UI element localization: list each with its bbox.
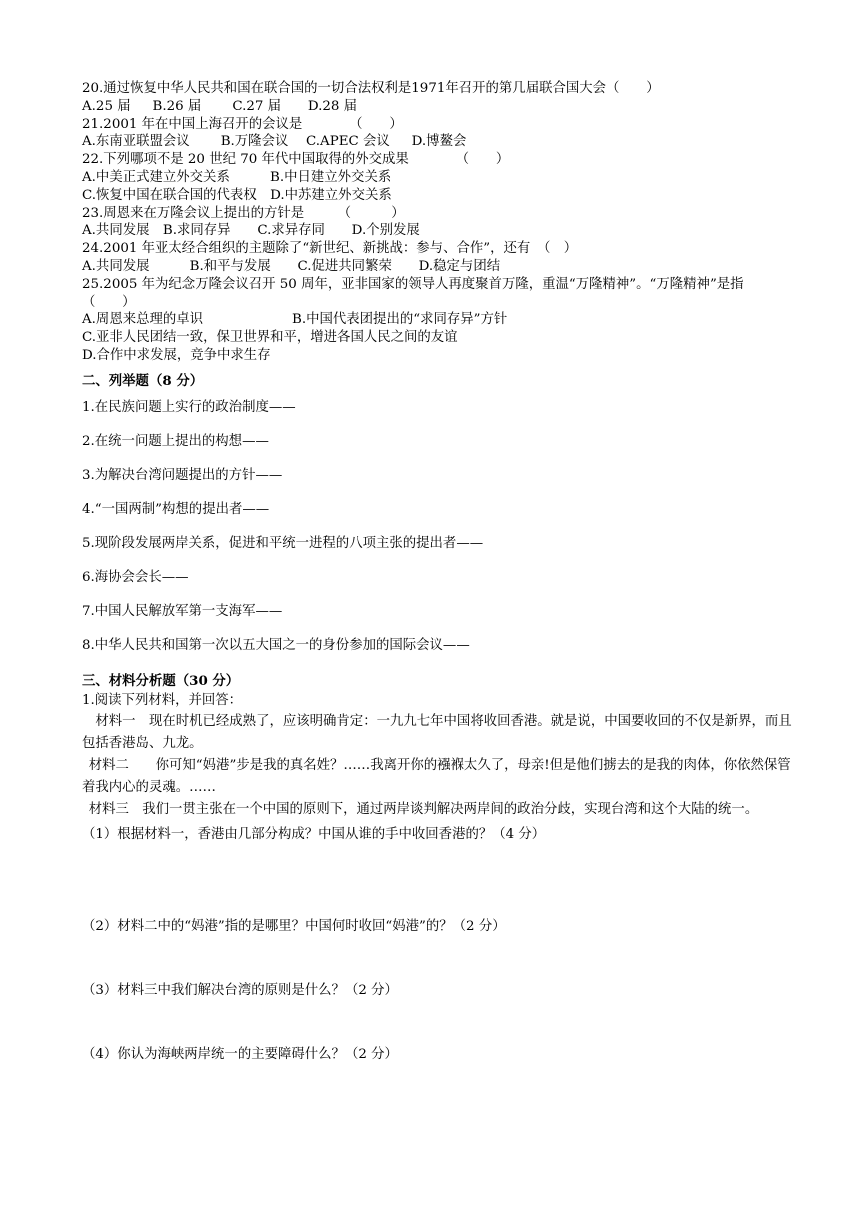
list-item-7: 7.中国人民解放军第一支海军——	[82, 603, 283, 619]
list-item-6: 6.海协会会长——	[82, 569, 189, 585]
list-item-3: 3.为解决台湾问题提出的方针——	[82, 467, 283, 483]
question-20-options: A.25 届 B.26 届 C.27 届 D.28 届	[82, 98, 358, 114]
list-item-2: 2.在统一问题上提出的构想——	[82, 433, 269, 449]
question-24-options: A.共同发展 B.和平与发展 C.促进共同繁荣 D.稳定与团结	[82, 258, 501, 274]
question-25-option-a: A.周恩来总理的卓识	[82, 312, 204, 328]
multiple-choice-block	[82, 80, 802, 365]
section-3-intro: 1.阅读下列材料，并回答：	[82, 692, 243, 708]
section-2-title: 二、列举题（8 分）	[82, 372, 204, 389]
question-25-option-d: D.合作中求发展，竞争中求生存	[82, 347, 271, 363]
question-22-stem: 22.下列哪项不是 20 世纪 70 年代中国取得的外交成果 （ ）	[82, 152, 510, 168]
question-25-stem: 25.2005 年为纪念万隆会议召开 50 周年，亚非国家的领导人再度聚首万隆，重温“万隆精神”。“万隆精神”是指 （ ）	[82, 276, 784, 310]
analysis-question-2: （2）材料二中的“妈港”指的是哪里？中国何时收回“妈港”的？（2 分）	[82, 918, 506, 934]
question-21-stem: 21.2001 年在中国上海召开的会议是 （ ）	[82, 116, 403, 132]
question-21-options: A.东南亚联盟会议 B.万隆会议 C.APEC 会议 D.博鳌会	[82, 134, 467, 150]
question-20-stem: 20.通过恢复中华人民共和国在联合国的一切合法权利是1971年召开的第几届联合国大会（ ）	[82, 81, 660, 96]
question-23-stem: 23.周恩来在万隆会议上提出的方针是 （ ）	[82, 205, 405, 221]
section-3-title: 三、材料分析题（30 分）	[82, 672, 240, 689]
list-item-5: 5.现阶段发展两岸关系，促进和平统一进程的八项主张的提出者——	[82, 535, 484, 551]
question-25-options-ab	[82, 311, 802, 329]
material-2: 材料二 你可知“妈港”步是我的真名姓？……我离开你的襁褓太久了，母亲!但是他们掳去的是我的肉体，你依然保管着我内心的灵魂。……	[82, 757, 791, 795]
document-page	[82, 80, 802, 1065]
analysis-question-1: （1）根据材料一，香港由几部分构成？中国从谁的手中收回香港的？（4 分）	[82, 826, 546, 842]
material-1: 材料一 现在时机已经成熟了，应该明确肯定：一九九七年中国将收回香港。就是说，中国要收回的不仅是新界，而且包括香港岛、九龙。	[82, 713, 792, 751]
list-item-4: 4.“一国两制”构想的提出者——	[82, 501, 270, 517]
list-item-1: 1.在民族问题上实行的政治制度——	[82, 399, 296, 415]
question-25-option-c: C.亚非人民团结一致，保卫世界和平，增进各国人民之间的友谊	[82, 330, 458, 346]
list-item-8: 8.中华人民共和国第一次以五大国之一的身份参加的国际会议——	[82, 637, 470, 653]
question-24-stem: 24.2001 年亚太经合组织的主题除了“新世纪、新挑战：参与、合作”，还有 （ ）	[82, 241, 578, 257]
question-23-options: A.共同发展 B.求同存异 C.求异存同 D.个别发展	[82, 223, 420, 239]
material-3: 材料三 我们一贯主张在一个中国的原则下，通过两岸谈判解决两岸间的政治分歧，实现台湾和这个大陆的统一。	[88, 801, 759, 817]
question-22-options-cd: C.恢复中国在联合国的代表权 D.中苏建立外交关系	[82, 187, 392, 203]
question-22-options-ab: A.中美正式建立外交关系 B.中日建立外交关系	[82, 169, 392, 185]
analysis-question-4: （4）你认为海峡两岸统一的主要障碍什么？（2 分）	[82, 1046, 398, 1062]
analysis-question-3: （3）材料三中我们解决台湾的原则是什么？（2 分）	[82, 982, 398, 998]
question-25-option-b: B.中国代表团提出的“求同存异”方针	[292, 312, 508, 328]
section-2-list	[82, 399, 802, 655]
